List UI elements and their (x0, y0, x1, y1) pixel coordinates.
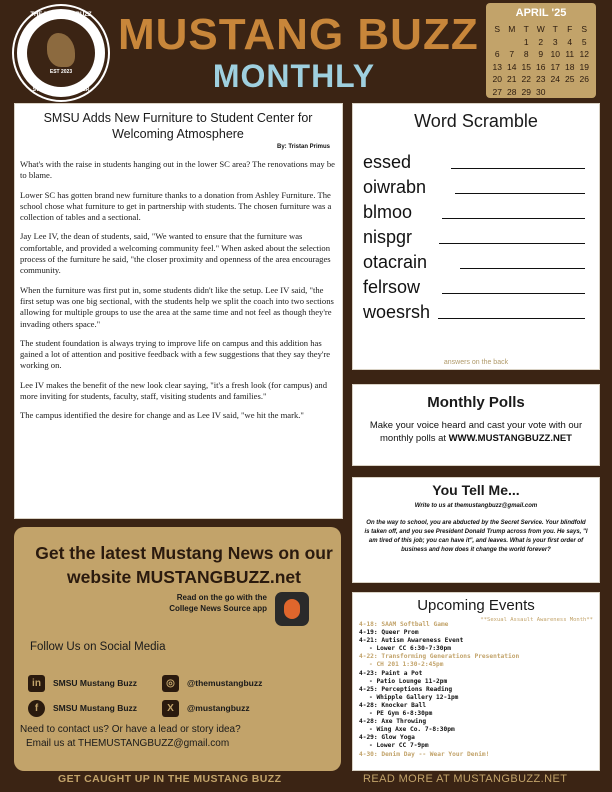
linkedin-icon: in (28, 675, 45, 692)
article-byline: By: Tristan Primus (276, 144, 330, 150)
answer-line[interactable] (442, 218, 585, 219)
answers-note: answers on the back (443, 359, 509, 366)
word-scramble-title: Word Scramble (414, 111, 538, 131)
event-item: 4-22: Transforming Generations Presentation (359, 653, 520, 661)
event-item: 4-23: Paint a Pot (359, 669, 423, 677)
social-facebook[interactable]: f SMSU Mustang Buzz (28, 699, 137, 717)
calendar-day: 25 (565, 74, 575, 84)
calendar-day: 5 (581, 36, 587, 47)
tell-me-title: You Tell Me... (432, 482, 520, 498)
calendar-day: 21 (507, 74, 517, 84)
calendar-day: 24 (550, 74, 560, 84)
social-linkedin[interactable]: in SMSU Mustang Buzz (28, 674, 137, 692)
article-paragraph: Jay Lee IV, the dean of students, said, "We wanted to ensure that the furniture was comfortable, and provided a welcoming community feel." When asked about the selection process of the furniture he said, "the closer proximity and openness of the area encourages community. (20, 231, 331, 276)
tell-me-email[interactable]: Write to us at themustangbuzz@gmail.com (414, 503, 538, 509)
contact-info (20, 723, 320, 751)
event-item: 4-29: Glow Yoga (359, 734, 415, 742)
calendar-day: F (567, 24, 573, 34)
calendar-day: 27 (492, 86, 502, 97)
calendar-day: 20 (492, 74, 502, 84)
calendar (486, 3, 596, 98)
calendar-week (490, 61, 592, 74)
calendar-day: 2 (538, 36, 544, 47)
calendar-week (490, 48, 592, 61)
calendar-day: 26 (579, 74, 589, 84)
scramble-row (363, 277, 595, 302)
social-x[interactable]: X @mustangbuzz (162, 699, 250, 717)
masthead-subtitle: MONTHLY (212, 58, 376, 94)
logo-est: EST 2023 (49, 69, 73, 75)
calendar-day: T (552, 24, 558, 34)
scramble-row (363, 177, 595, 202)
scramble-row (363, 152, 595, 177)
calendar-day: 29 (521, 86, 531, 97)
answer-line[interactable] (460, 268, 585, 269)
scrambled-word: essed (363, 152, 412, 172)
calendar-day: 9 (538, 49, 544, 59)
calendar-day: W (536, 24, 545, 34)
event-item: 4-18: SAAM Softball Game (359, 621, 449, 628)
answer-line[interactable] (438, 318, 585, 319)
event-item: 4-19: Queer Prom (359, 629, 419, 637)
calendar-day: 23 (536, 74, 546, 84)
calendar-day: 10 (550, 49, 560, 59)
tell-me-prompt: On the way to school, you are abducted by the Secret Service. Your blindfold is taken off, and you see President Donald Trump across from you. He says, "I am tired of this job; you can have it", and leaves. What is your first order of business and how does it change the world forever? (364, 520, 588, 553)
news-app-icon[interactable] (275, 592, 309, 626)
follow-heading: Follow Us on Social Media (30, 641, 166, 653)
calendar-day (505, 36, 520, 49)
events-title: Upcoming Events (417, 597, 535, 614)
event-item: - Lower CC 7-9pm (369, 742, 429, 750)
polls-title: Monthly Polls (427, 394, 525, 411)
calendar-day (563, 86, 578, 99)
monthly-polls-panel (352, 384, 600, 466)
polls-link[interactable]: WWW.MUSTANGBUZZ.NET (448, 433, 572, 444)
scramble-row (363, 227, 595, 252)
calendar-day: 7 (509, 49, 515, 59)
scramble-row (363, 302, 595, 327)
you-tell-me-panel (352, 477, 600, 583)
contact-email[interactable]: Email us at THEMUSTANGBUZZ@gmail.com (26, 738, 230, 749)
calendar-day: 6 (494, 49, 500, 59)
calendar-day: 13 (492, 61, 502, 72)
scrambled-word: woesrsh (363, 302, 431, 322)
article-body (20, 159, 338, 430)
calendar-day: 30 (536, 86, 546, 97)
events-list (359, 621, 595, 759)
article-panel (14, 103, 343, 519)
instagram-icon: ◎ (162, 675, 179, 692)
calendar-day: 22 (521, 74, 531, 84)
scrambled-word: oiwrabn (363, 177, 427, 197)
calendar-month: APRIL '25 (515, 7, 567, 19)
event-item: - PE Gym 6-8:30pm (369, 710, 433, 718)
calendar-day: 15 (521, 61, 531, 72)
article-paragraph: When the furniture was first put in, some students didn't like the setup. Lee IV said, "the first setup was one big sectional, with the students help we split the coach into two sections allowing for multiple groups to use the area at the same time and not feel as though they're invading others space." (20, 284, 334, 329)
calendar-day: M (508, 24, 516, 34)
masthead-title: MUSTANG BUZZ (118, 10, 479, 59)
promo-box (14, 527, 341, 771)
social-instagram[interactable]: ◎ @themustangbuzz (162, 674, 262, 692)
event-item: - Wing Axe Co. 7-8:30pm (369, 726, 455, 734)
calendar-day: 1 (523, 36, 529, 47)
scrambled-word: nispgr (363, 227, 413, 247)
word-scramble-panel (352, 103, 600, 370)
calendar-day: 16 (536, 61, 546, 72)
scramble-row (363, 252, 595, 277)
answer-line[interactable] (455, 193, 585, 194)
calendar-weekdays (490, 23, 592, 36)
calendar-day: 3 (552, 36, 558, 47)
calendar-day: S (581, 24, 588, 34)
logo-top-text: THE MUSTANG BUZZ (30, 12, 92, 18)
event-item: 4-28: Knocker Ball (359, 701, 427, 709)
calendar-day: 19 (579, 61, 589, 72)
calendar-day: S (494, 24, 501, 34)
article-paragraph: What's with the raise in students hanging out in the lower SC area? The renovations may be to blame. (20, 159, 335, 181)
promo-headline: Get the latest Mustang News on our website MUSTANGBUZZ.net (35, 543, 333, 587)
article-title: SMSU Adds New Furniture to Student Center for Welcoming Atmosphere (43, 111, 313, 141)
calendar-day: 12 (579, 49, 589, 59)
events-note: **Sexual Assault Awareness Month** (480, 617, 593, 623)
footer-left: GET CAUGHT UP IN THE MUSTANG BUZZ (58, 773, 282, 785)
x-icon: X (162, 700, 179, 717)
answer-line[interactable] (442, 293, 585, 294)
answer-line[interactable] (439, 243, 585, 244)
newspaper-logo (14, 6, 108, 100)
answer-line[interactable] (451, 168, 585, 169)
calendar-week (490, 73, 592, 86)
calendar-week (490, 36, 592, 49)
mustang-icon (47, 33, 75, 67)
article-paragraph: The student foundation is always trying to improve life on campus and this addition has gained a lot of attention and positive feedback with a few suggestions that they say they're working on. (20, 337, 331, 371)
calendar-day: 8 (523, 49, 529, 59)
calendar-day: 4 (567, 36, 573, 47)
event-item: 4-28: Axe Throwing (359, 718, 427, 726)
event-item: - Whipple Gallery 12-1pm (369, 693, 459, 701)
event-item: - Patio Lounge 11-2pm (369, 677, 448, 685)
calendar-day: 17 (550, 61, 560, 72)
calendar-day (577, 86, 592, 99)
event-item: 4-30: Denim Day -- Wear Your Denim! (359, 750, 490, 758)
upcoming-events-panel (352, 592, 600, 771)
calendar-grid (490, 23, 592, 98)
event-item: 4-21: Autism Awareness Event (359, 637, 464, 645)
calendar-day: 28 (507, 86, 517, 97)
event-item: - CH 201 1:30-2:45pm (369, 661, 444, 669)
scrambled-word: blmoo (363, 202, 413, 222)
polls-body: Make your voice heard and cast your vote with our monthly polls at WWW.MUSTANGBUZZ.NET (369, 420, 583, 444)
event-item: - Lower CC 6:30-7:30pm (369, 645, 451, 653)
calendar-day: T (523, 24, 529, 34)
footer-right[interactable]: READ MORE AT MUSTANGBUZZ.NET (363, 773, 568, 785)
calendar-day: 14 (507, 61, 517, 72)
article-paragraph: Lower SC has gotten brand new furniture thanks to a donation from Ashley Furniture. The school chose what furniture to get in partnership with students. The chosen furniture was a collection of tables and a sectional. (20, 189, 332, 223)
scrambled-word: otacrain (363, 252, 428, 272)
contact-line-1: Need to contact us? Or have a lead or story idea? (20, 724, 241, 735)
logo-bottom-text: STUDENT NEWSPAPER (32, 87, 90, 93)
scrambled-word: felrsow (363, 277, 421, 297)
event-item: 4-25: Perceptions Reading (359, 685, 453, 693)
calendar-week (490, 86, 592, 99)
article-paragraph: Lee IV makes the benefit of the new look clear saying, "it's a fresh look (for campus) and more inviting for students, faculty, staff, visiting students and families." (20, 379, 328, 402)
calendar-day (548, 86, 563, 99)
article-paragraph: The campus identified the desire for change and as Lee IV said, "we hit the mark." (20, 410, 304, 421)
app-promo-text: Read on the go with the College News Source app (169, 593, 267, 613)
facebook-icon: f (28, 700, 45, 717)
calendar-day (490, 36, 505, 49)
scramble-row (363, 202, 595, 227)
calendar-day: 18 (565, 61, 575, 72)
logo-emblem (27, 19, 95, 87)
calendar-day: 11 (565, 49, 575, 59)
